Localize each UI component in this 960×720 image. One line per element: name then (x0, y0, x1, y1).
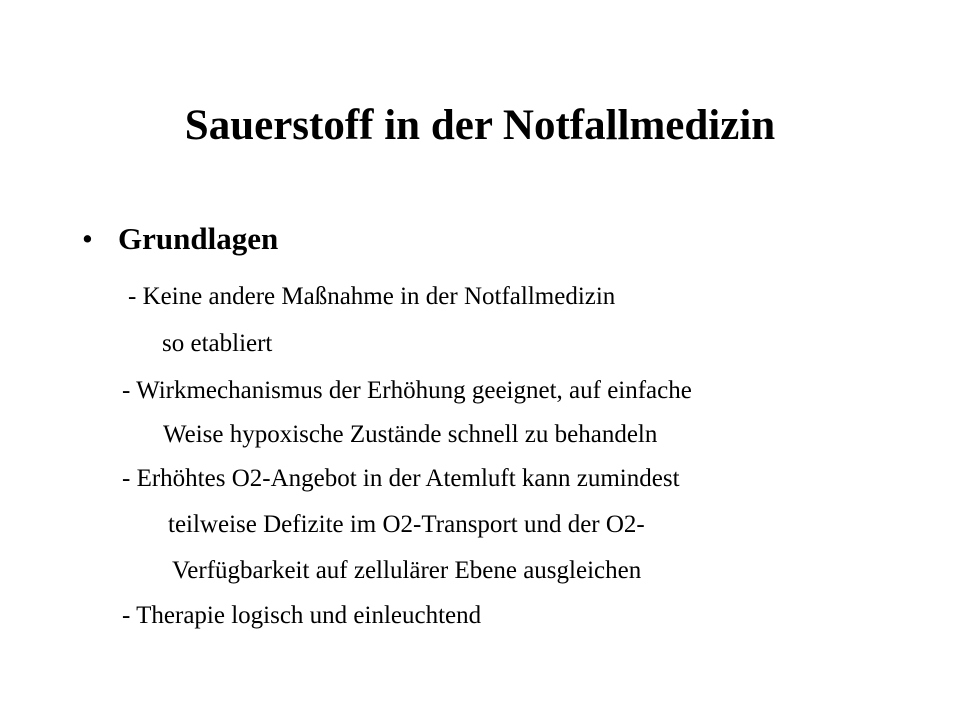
slide-title: Sauerstoff in der Notfallmedizin (184, 102, 776, 149)
list-line: so etabliert (162, 330, 273, 357)
list-line: Verfügbarkeit auf zellulärer Ebene ausgleichen (172, 557, 642, 584)
list-line: teilweise Defizite im O2-Transport und der O2- (168, 511, 645, 538)
list-line: - Therapie logisch und einleuchtend (122, 602, 482, 629)
bullet-heading: Grundlagen (118, 221, 279, 256)
list-line: Weise hypoxische Zustände schnell zu behandeln (163, 421, 658, 448)
bullet-icon: • (82, 221, 93, 256)
list-line: - Wirkmechanismus der Erhöhung geeignet, auf einfache (122, 377, 692, 404)
list-line: - Erhöhtes O2-Angebot in der Atemluft kann zumindest (122, 465, 680, 492)
list-line: - Keine andere Maßnahme in der Notfallmedizin (128, 283, 616, 310)
bullet-heading-row (82, 219, 278, 259)
